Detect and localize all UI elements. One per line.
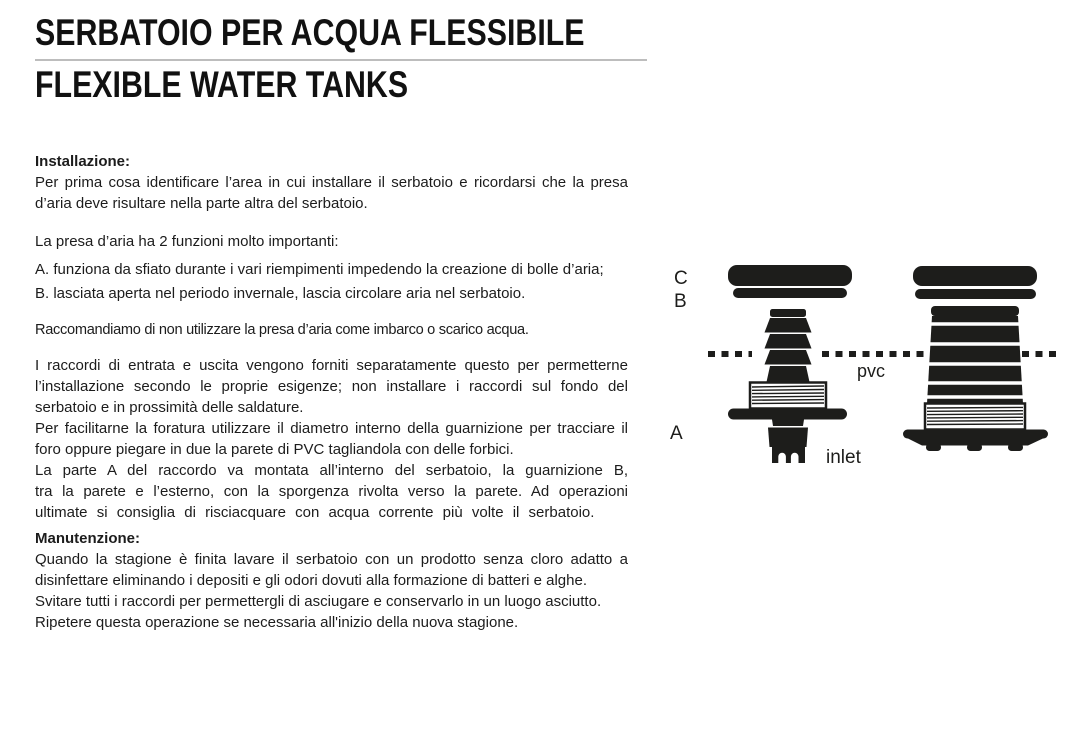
inlet-fitting-drawing [728, 265, 852, 463]
outlet-base-flange [903, 430, 1048, 439]
label-b: B [674, 291, 687, 312]
maintenance-cleaning: Quando la stagione è finita lavare il serbatoio con un prodotto senza cloro adatto a disinfettare eliminando i depositi e gli odori dovuti alla formazione di batteri e alghe. [35, 551, 628, 589]
label-c: C [674, 268, 688, 289]
function-a-item: A. funziona da sfiato durante i vari riempimenti impedendo la creazione di bolle d’aria; [35, 261, 604, 278]
maintenance-repeat: Ripetere questa operazione se necessaria all'inizio della nuova stagione. [35, 614, 519, 631]
fittings-paragraph-1: I raccordi di entrata e uscita vengono forniti separatamente questo per permetterne l’installazione secondo le proprie esigenze; non installare i raccordi sul fondo del serbatoio e in prossimità delle saldature. [35, 357, 628, 416]
fittings-paragraph-3: La parte A del raccordo va montata all’interno del serbatoio, la guarnizione B, tra la parete e l’esterno, con la sporgenza rivolta verso la parete. Ad operazioni ultimate si consiglia di risciacquare con acqua corrente più volte il serbatoio. [35, 462, 628, 521]
page-title-english: FLEXIBLE WATER TANKS [35, 64, 409, 105]
fittings-paragraph-2: Per facilitarne la foratura utilizzare il diametro interno della guarnizione per tracciare il foro oppure piegare in due la parete di PVC tagliandola con delle forbici. [35, 420, 628, 458]
outlet-threaded-nut [925, 404, 1025, 430]
inlet-gasket-b [733, 288, 847, 298]
fittings-diagram [660, 240, 1086, 490]
label-inlet: inlet [826, 447, 861, 468]
function-b-item: B. lasciata aperta nel periodo invernale, lascia circolare aria nel serbatoio. [35, 285, 526, 302]
inlet-flange-a [728, 409, 847, 420]
air-intake-functions-lead: La presa d’aria ha 2 funzioni molto importanti: [35, 233, 339, 250]
installation-heading: Installazione: [35, 153, 131, 170]
recommendation-note: Raccomandiamo di non utilizzare la presa d’aria come imbarco o scarico acqua. [35, 322, 529, 338]
maintenance-drying: Svitare tutti i raccordi per permettergli di asciugare e conservarlo in un luogo asciutto. [35, 593, 602, 610]
title-divider [35, 59, 647, 61]
inlet-threaded-nut [750, 383, 826, 409]
maintenance-heading: Manutenzione: [35, 530, 140, 547]
outlet-gasket [915, 289, 1036, 299]
page-title-italian: SERBATOIO PER ACQUA FLESSIBILE [35, 12, 585, 53]
outlet-cap [913, 266, 1037, 286]
label-pvc: pvc [857, 361, 886, 381]
installation-intro: Per prima cosa identificare l’area in cui installare il serbatoio e ricordarsi che la presa d’aria deve risultare nella parte altra del serbatoio. [35, 174, 628, 212]
inlet-cap-c [728, 265, 852, 286]
label-a: A [670, 423, 683, 444]
body-text-column [35, 151, 628, 633]
outlet-fitting-drawing [903, 266, 1048, 451]
